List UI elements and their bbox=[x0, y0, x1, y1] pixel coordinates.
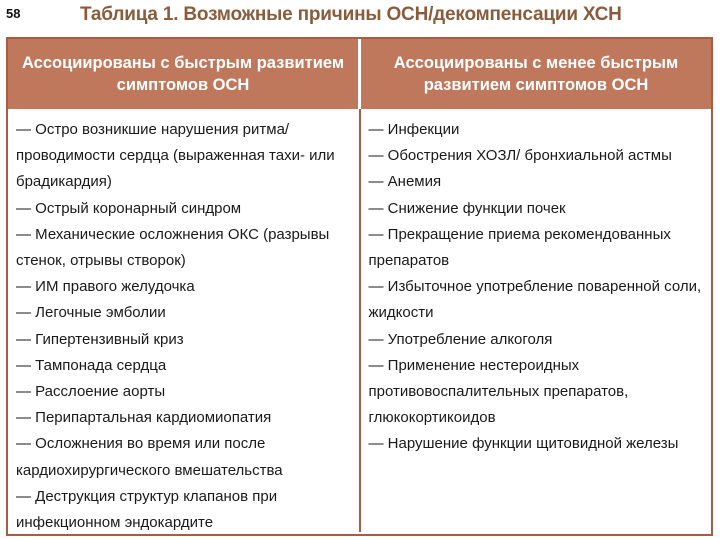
list-item: — Применение нестероидных противовоспалительных препаратов, глюкокортикоидов bbox=[368, 356, 629, 427]
list-item: — Инфекции bbox=[368, 121, 460, 138]
table-body-row bbox=[8, 109, 711, 532]
fast-onset-column bbox=[8, 109, 361, 532]
list-item: — Осложнения во время или после кардиохирургического вмешательства bbox=[16, 435, 283, 479]
list-item: — Легочные эмболии bbox=[16, 304, 166, 322]
list-item: — Гипертензивный криз bbox=[16, 330, 184, 348]
slide-number: 58 bbox=[6, 6, 21, 21]
list-item: — Механические осложнения ОКС (разрывы стенок, отрывы створок) bbox=[16, 225, 330, 270]
list-item: — Снижение функции почек bbox=[368, 199, 566, 217]
list-item: — Прекращение приема рекомендованных препаратов bbox=[368, 225, 671, 270]
list-item: — Перипартальная кардиомиопатия bbox=[16, 409, 272, 427]
list-item: — Острый коронарный синдром bbox=[16, 199, 242, 217]
list-item: — Избыточное употребление поваренной соли, жидкости bbox=[368, 278, 702, 322]
list-item: — Употребление алкоголя bbox=[368, 330, 553, 348]
page-title: Таблица 1. Возможные причины ОСН/декомпенсации ХСН bbox=[80, 4, 622, 25]
list-item: — Остро возникшие нарушения ритма/проводимости сердца (выраженная тахи- или брадикардия) bbox=[16, 121, 335, 191]
slow-onset-column bbox=[361, 109, 712, 532]
list-item: — Тампонада сердца bbox=[16, 356, 167, 374]
table-header-row bbox=[8, 39, 711, 109]
header-fast-onset: Ассоциированы с быстрым развитием симптомов ОСН bbox=[8, 39, 361, 109]
list-item: — Нарушение функции щитовидной железы bbox=[368, 435, 679, 453]
list-item: — Расслоение аорты bbox=[16, 383, 166, 401]
list-item: — ИМ правого желудочка bbox=[16, 278, 195, 296]
list-item: — Анемия bbox=[368, 173, 442, 191]
causes-table bbox=[6, 37, 713, 536]
header-slow-onset: Ассоциированы с менее быстрым развитием симптомов ОСН bbox=[393, 54, 679, 94]
list-item: — Деструкция структур клапанов при инфекционном эндокардите bbox=[16, 487, 278, 532]
list-item: — Обострения ХОЗЛ/ бронхиальной астмы bbox=[368, 147, 672, 165]
